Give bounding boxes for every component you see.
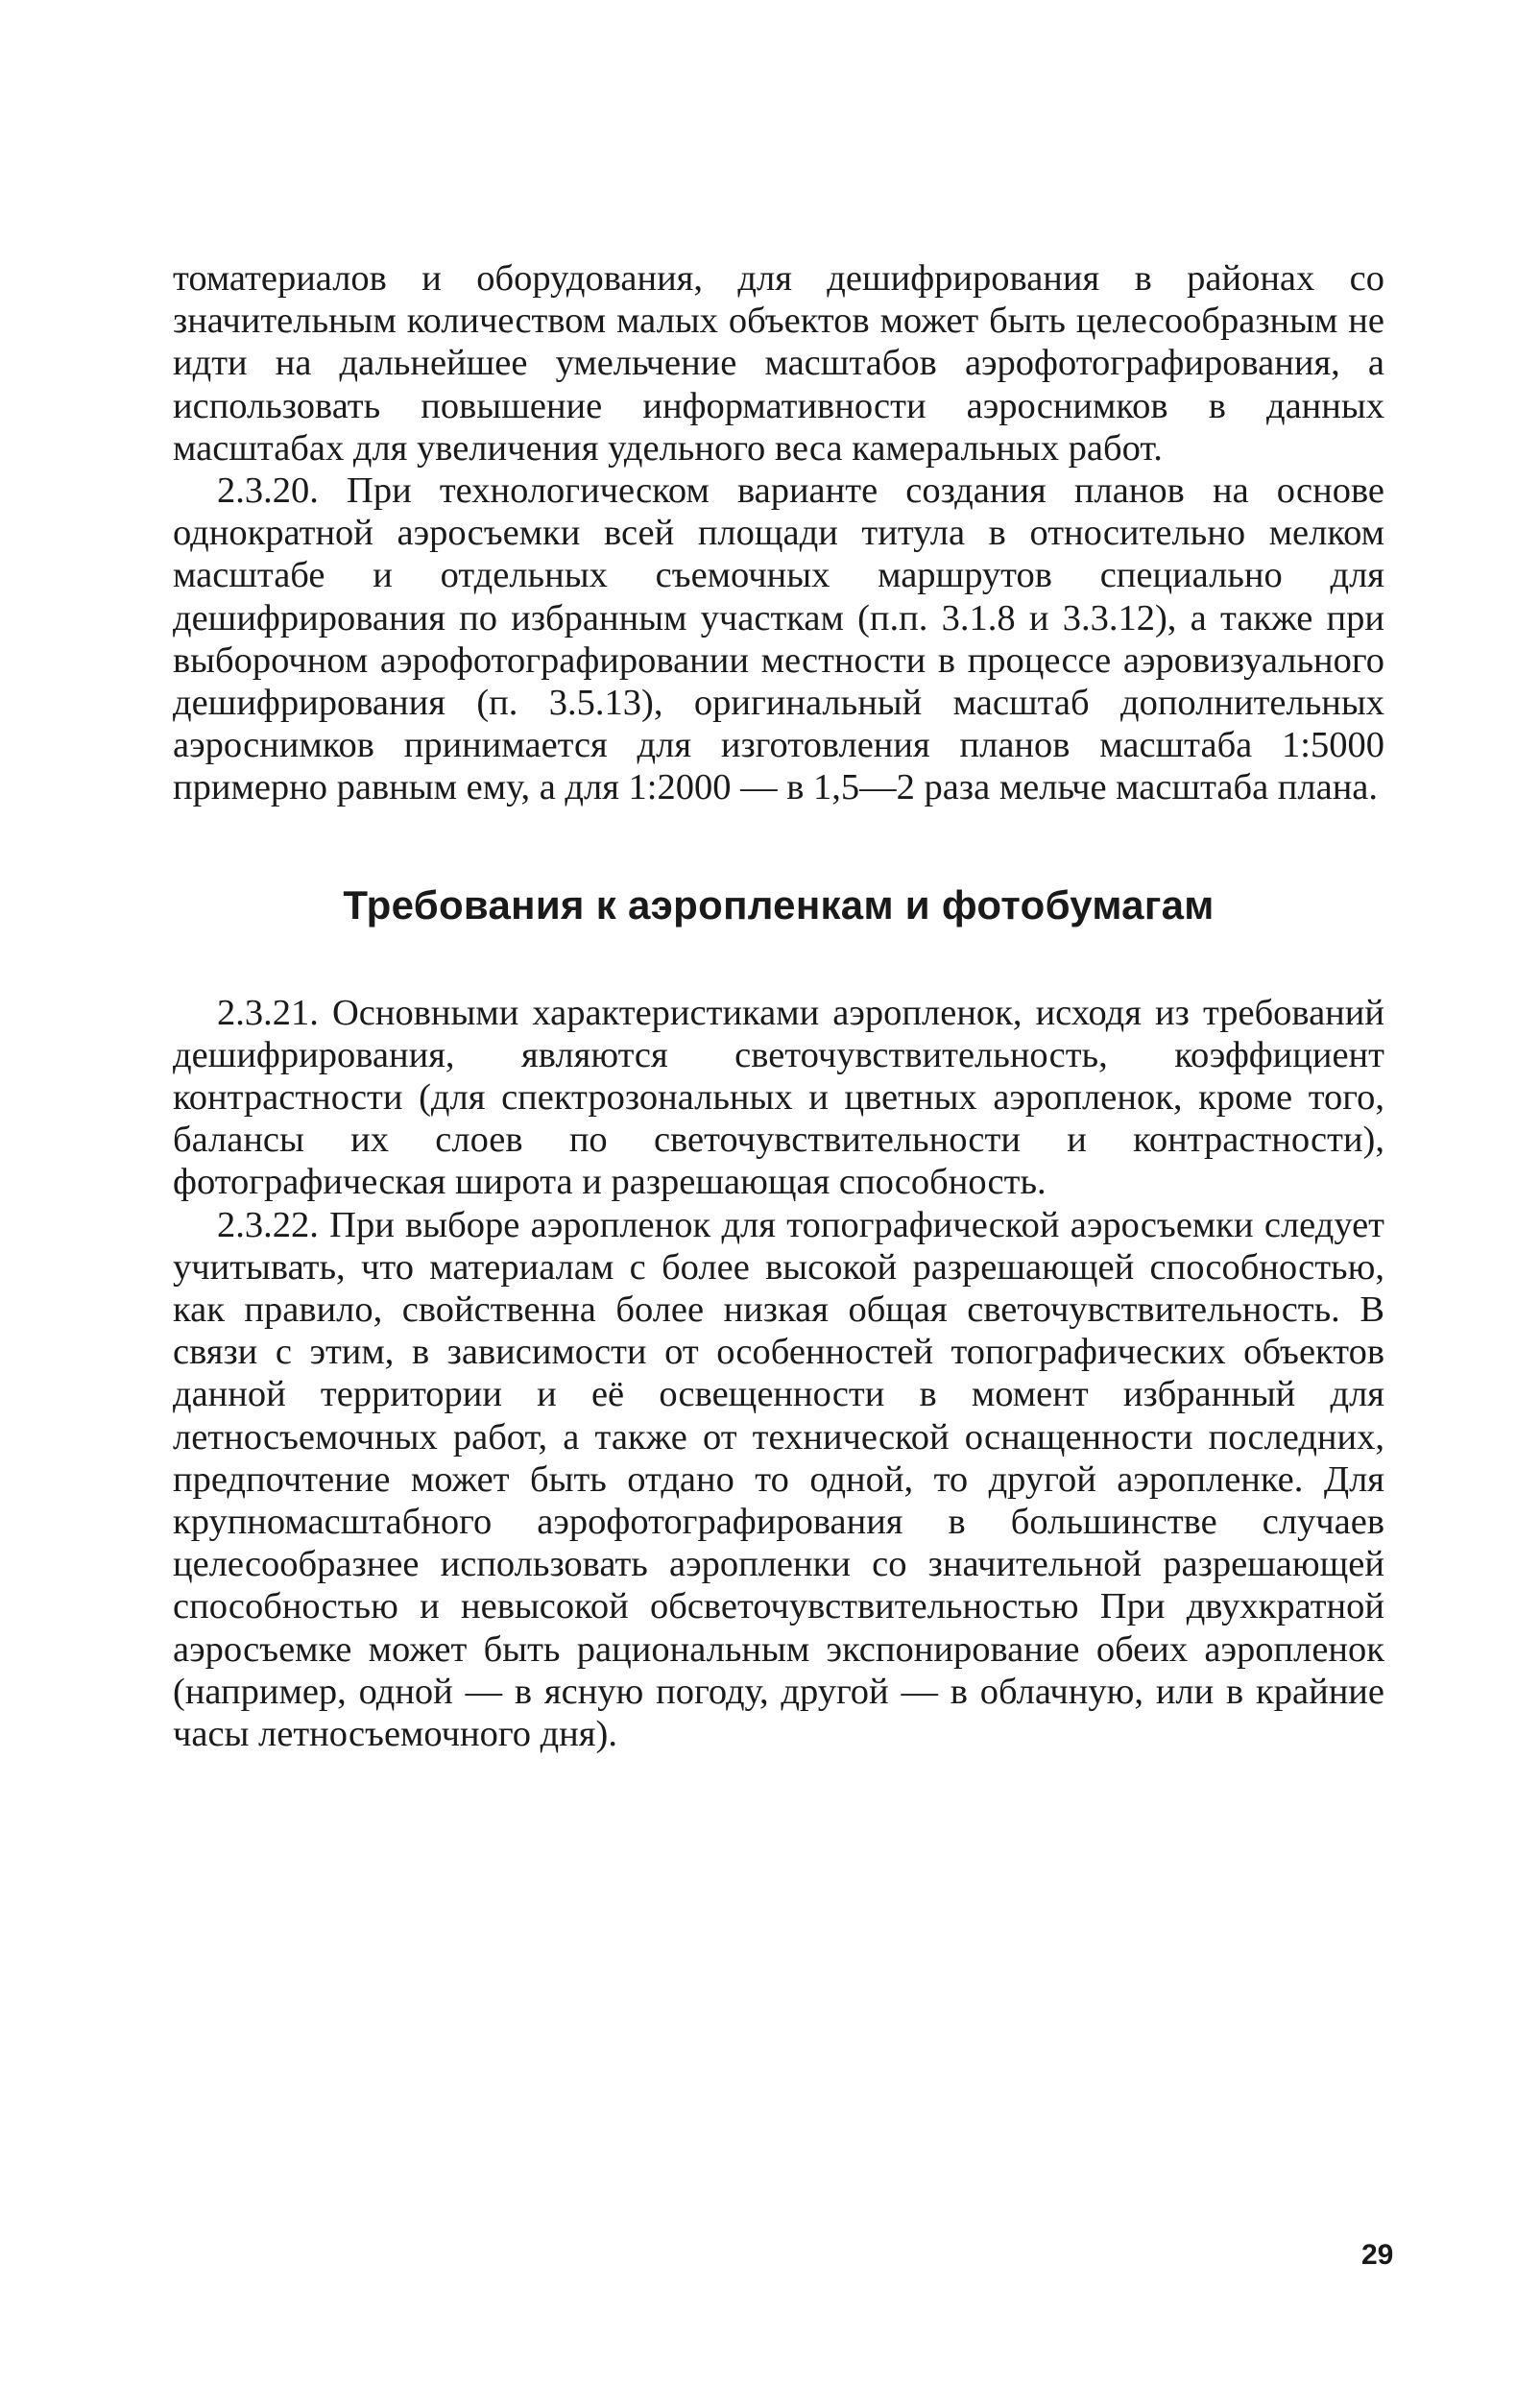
page-number: 29 <box>1361 2239 1394 2271</box>
paragraph-continuation: томатериалов и оборудования, для дешифрирования в районах со значительным количеством малых объектов может быть целесообразным не идти на дальнейшее умельчение масштабов аэрофотографирования, а использовать повышение информативности аэроснимков в данных масштабах для увеличения удельного веса камеральных работ. <box>173 258 1384 469</box>
paragraph-2-3-22: 2.3.22. При выборе аэропленок для топографической аэросъемки следует учитывать, что материалам с более высокой разрешающей способностью, как правило, свойственна более низкая общая светочувствительность. В связи с этим, в зависимости от особенностей топографических объектов данной территории и её освещенности в момент избранный для летносъемочных работ, а также от технической оснащенности последних, предпочтение может быть отдано то одной, то другой аэропленке. Для крупномасштабного аэрофотографирования в большинстве случаев целесообразнее использовать аэропленки со значительной разрешающей способностью и невысокой обсветочувствительностью При двухкратной аэросъемке может быть рациональным экспонирование обеих аэропленок (например, одной — в ясную погоду, другой — в облачную, или в крайние часы летносъемочного дня). <box>173 1204 1384 1755</box>
paragraph-2-3-20: 2.3.20. При технологическом варианте создания планов на основе однократной аэросъемки всей площади титула в относительно мелком масштабе и отдельных съемочных маршрутов специально для дешифрирования по избранным участкам (п.п. 3.1.8 и 3.3.12), а также при выборочном аэрофотографировании местности в процессе аэровизуального дешифрирования (п. 3.5.13), оригинальный масштаб дополнительных аэроснимков принимается для изготовления планов масштаба 1:5000 примерно равным ему, а для 1:2000 — в 1,5—2 раза мельче масштаба плана. <box>173 470 1384 808</box>
section-heading: Требования к аэропленкам и фотобумагам <box>343 881 1215 928</box>
paragraph-2-3-21: 2.3.21. Основными характеристиками аэропленок, исходя из требований дешифрирования, являются светочувствительность, коэффициент контрастности (для спектрозональных и цветных аэропленок, кроме того, балансы их слоев по светочувствительности и контрастности), фотографическая широта и разрешающая способность. <box>173 992 1384 1203</box>
document-page <box>173 257 1384 1755</box>
